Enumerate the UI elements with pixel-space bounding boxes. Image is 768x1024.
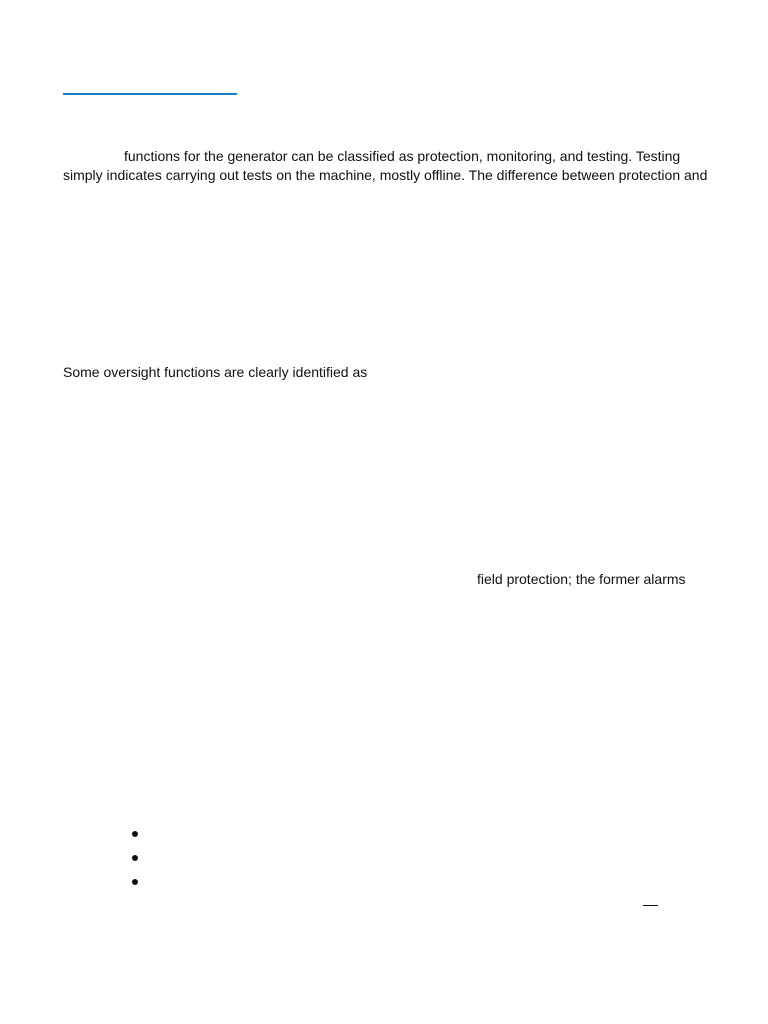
list-bullet-3: [132, 879, 138, 885]
paragraph-1-line-1: functions for the generator can be classified as protection, monitoring, and testing. Testing: [124, 148, 681, 164]
list-bullet-2: [132, 855, 138, 861]
heading-underline: [63, 93, 237, 95]
paragraph-1-line-2: simply indicates carrying out tests on the machine, mostly offline. The difference between protection and: [63, 167, 708, 183]
trailing-dash: [643, 905, 658, 906]
list-bullet-1: [132, 831, 138, 837]
paragraph-2-line-1: Some oversight functions are clearly identified as: [63, 364, 368, 380]
paragraph-3-line-1: field protection; the former alarms: [477, 571, 686, 587]
